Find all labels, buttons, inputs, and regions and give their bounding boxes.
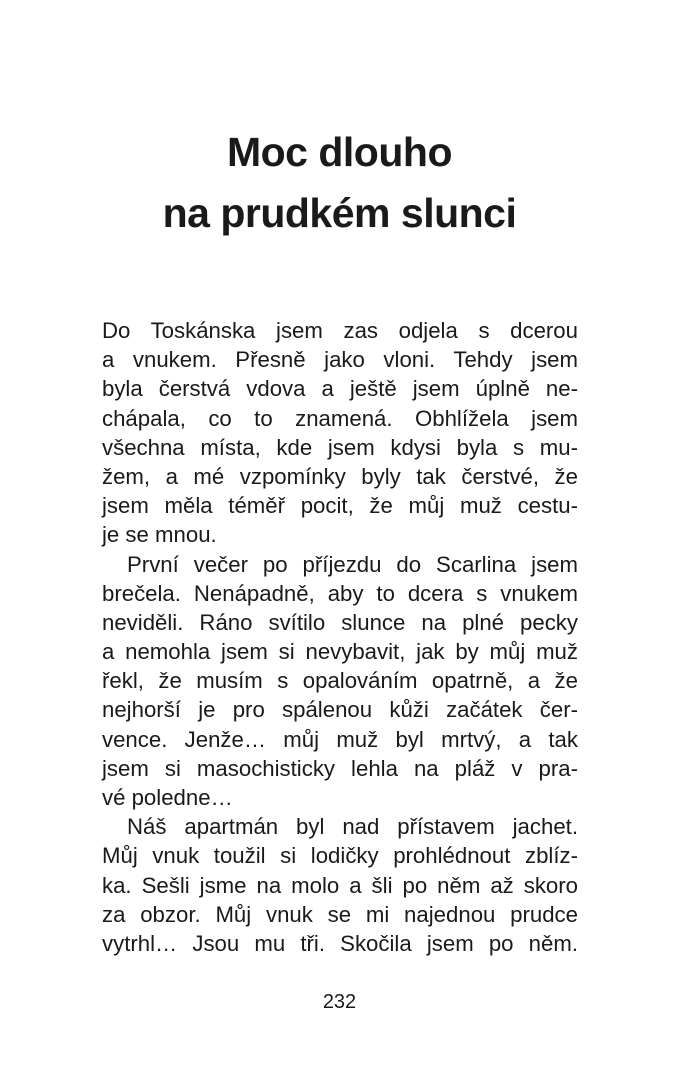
text-line: všechna místa, kde jsem kdysi byla s mu- bbox=[102, 434, 578, 460]
text-line: byla čerstvá vdova a ještě jsem úplně ne- bbox=[102, 376, 578, 402]
text-line: Do Toskánska jsem zas odjela s dcerou bbox=[102, 318, 578, 343]
chapter-title-line-1: Moc dlouho bbox=[226, 129, 452, 175]
text-line: za obzor. Můj vnuk se mi najednou prudce bbox=[102, 901, 578, 927]
text-line: řekl, že musím s opalováním opatrně, a že bbox=[102, 668, 578, 694]
chapter-title-line-2: na prudkém slunci bbox=[162, 190, 517, 236]
text-line: brečela. Nenápadně, aby to dcera s vnukem bbox=[102, 580, 578, 606]
text-line: chápala, co to znamená. Obhlížela jsem bbox=[102, 405, 578, 431]
text-line: ka. Sešli jsme na molo a šli po něm až skoro bbox=[102, 872, 578, 898]
text-line: vé poledne… bbox=[102, 785, 233, 810]
text-line: a nemohla jsem si nevybavit, jak by můj muž bbox=[102, 639, 578, 665]
text-line: jsem si masochisticky lehla na pláž v pra- bbox=[102, 755, 578, 781]
text-line: nejhorší je pro spálenou kůži začátek čer- bbox=[102, 697, 578, 723]
page-number: 232 bbox=[322, 991, 357, 1013]
text-line: Můj vnuk toužil si lodičky prohlédnout zblíz- bbox=[102, 843, 578, 869]
text-line: vence. Jenže… můj muž byl mrtvý, a tak bbox=[102, 726, 578, 752]
text-line: Náš apartmán byl nad přístavem jachet. bbox=[127, 814, 578, 840]
text-line: žem, a mé vzpomínky byly tak čerstvé, že bbox=[102, 463, 578, 489]
text-line: První večer po příjezdu do Scarlina jsem bbox=[127, 551, 578, 577]
text-line: a vnukem. Přesně jako vloni. Tehdy jsem bbox=[102, 347, 578, 373]
text-line: je se mnou. bbox=[102, 522, 217, 548]
text-line: vytrhl… Jsou mu tři. Skočila jsem po něm. bbox=[102, 930, 578, 956]
text-line: jsem měla téměř pocit, že můj muž cestu- bbox=[102, 493, 578, 519]
text-line: neviděli. Ráno svítilo slunce na plné pecky bbox=[102, 609, 578, 635]
body-text bbox=[102, 316, 578, 958]
